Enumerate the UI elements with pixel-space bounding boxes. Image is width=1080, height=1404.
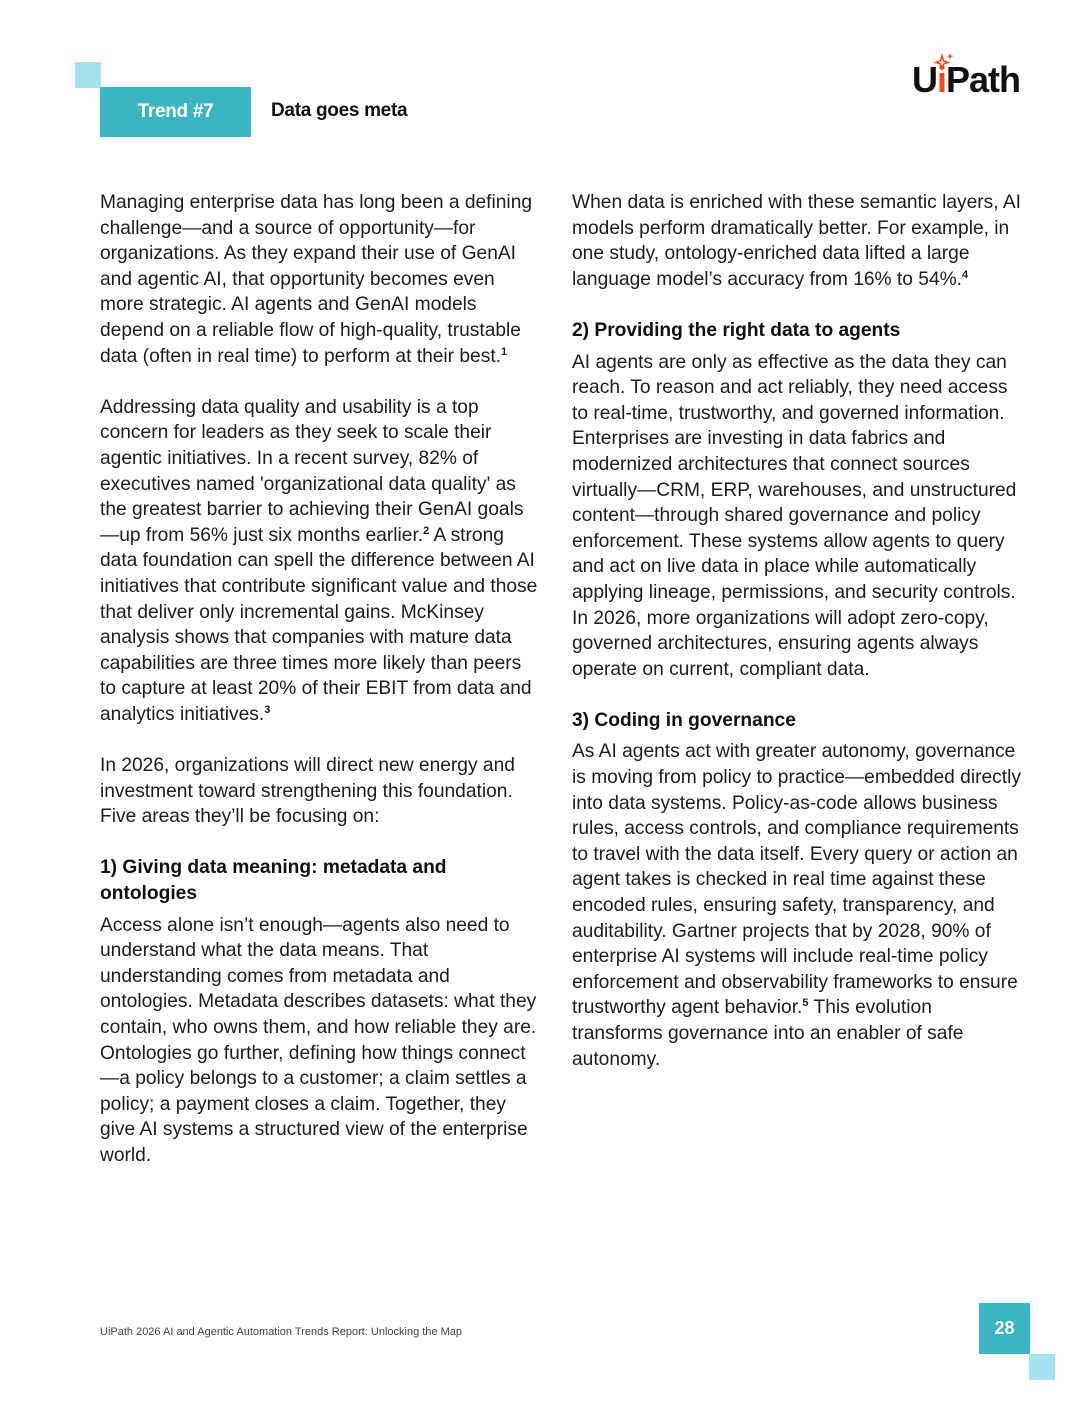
governance-paragraph: As AI agents act with greater autonomy, governance is moving from policy to practice—embedded directly into data systems. Policy-as-code allows business rules, access controls, and compliance requirements to travel with the data itself. Every query or action an agent takes is checked in real time against these encoded rules, ensuring safety, transparency, and auditability. Gartner projects that by 2028, 90% of enterprise AI systems will include real-time policy enforcement and observability frameworks to ensure trustworthy agent behavior.$^5$ This evolution transforms governance into an enabler of safe autonomy. xyxy=(572,741,1021,1070)
left-column xyxy=(100,190,540,1194)
right-column xyxy=(572,190,1022,1098)
page-title: Data goes meta xyxy=(271,100,408,121)
page-number: 28 xyxy=(994,1318,1015,1338)
decorative-square-top xyxy=(75,62,101,88)
footnote-ref[interactable]: 5 xyxy=(802,997,809,1010)
right-data-paragraph: AI agents are only as effective as the data they can reach. To reason and act reliably, they need access to real-time, trustworthy, and governed information. Enterprises are investing in data fabrics and modernized architectures that connect sources virtually—CRM, ERP, warehouses, and unstructured content—through shared governance and policy enforcement. These systems allow agents to query and act on live data in place while automatically applying lineage, permissions, and security controls. In 2026, more organizations will adopt zero-copy, governed architectures, ensuring agents always operate on current, compliant data. xyxy=(572,351,1017,680)
section-heading-1: 1) Giving data meaning: metadata and ontologies xyxy=(100,857,447,905)
section-heading-3: 3) Coding in governance xyxy=(572,709,796,731)
trend-tag xyxy=(100,87,251,137)
intro-paragraph: Managing enterprise data has long been a defining challenge—and a source of opportunity—for organizations. As they expand their use of GenAI and agentic AI, that opportunity becomes even more strategic. AI agents and GenAI models depend on a reliable flow of high-quality, trustable data (often in real time) to perform at their best.$^1$ xyxy=(100,192,533,367)
page-number-badge xyxy=(979,1303,1030,1354)
footer-text: UiPath 2026 AI and Agentic Automation Trends Report: Unlocking the Map xyxy=(100,1326,463,1338)
footnote-ref[interactable]: 3 xyxy=(264,703,271,716)
metadata-paragraph: Access alone isn’t enough—agents also need to understand what the data means. That understanding comes from metadata and ontologies. Metadata describes datasets: what they contain, who owns them, and how reliable they are. Ontologies go further, defining how things connect—a policy belongs to a customer; a claim settles a policy; a payment closes a claim. Together, they give AI systems a structured view of the enterprise world. xyxy=(100,914,537,1166)
logo-wordmark: UiPath xyxy=(912,59,1021,100)
footnote-ref[interactable]: 4 xyxy=(962,268,969,281)
semantic-layers-paragraph: When data is enriched with these semantic layers, AI models perform dramatically better. For example, in one study, ontology-enriched data lifted a large language model’s accuracy from 16% to 54%.$^4$ xyxy=(572,192,1021,290)
section-heading-2: 2) Providing the right data to agents xyxy=(572,319,901,341)
uipath-logo xyxy=(912,56,1032,100)
focus-areas-paragraph: In 2026, organizations will direct new energy and investment toward strengthening this foundation. Five areas they’ll be focusing on: xyxy=(100,755,515,828)
trend-label: Trend #7 xyxy=(137,101,214,122)
decorative-square-bottom xyxy=(1029,1354,1055,1380)
footnote-ref[interactable]: 2 xyxy=(423,524,430,537)
data-quality-paragraph: Addressing data quality and usability is a top concern for leaders as they seek to scale their agentic initiatives. In a recent survey, 82% of executives named 'organizational data quality' as the greatest barrier to achieving their GenAI goals—up from 56% just six months earlier.$^2$ A strong data foundation can spell the difference between AI initiatives that contribute significant value and those that deliver only incremental gains. McKinsey analysis shows that companies with mature data capabilities are three times more likely than peers to capture at least 20% of their EBIT from data and analytics initiatives.$^3$ xyxy=(100,396,538,725)
footnote-ref[interactable]: 1 xyxy=(501,345,508,358)
